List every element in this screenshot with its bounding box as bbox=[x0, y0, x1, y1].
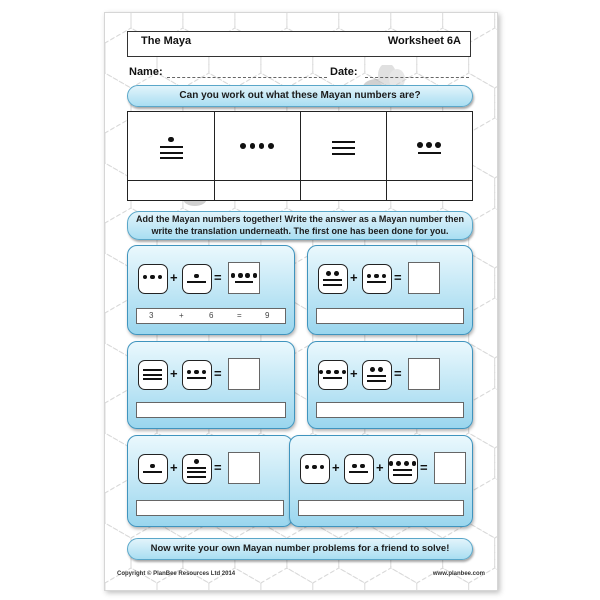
mayan-dot bbox=[150, 275, 155, 280]
mayan-bar bbox=[332, 153, 355, 155]
addition-problem-panel bbox=[127, 245, 295, 335]
website-text: www.planbee.com bbox=[432, 571, 485, 577]
mayan-number-glyph bbox=[362, 360, 392, 390]
mayan-bar bbox=[367, 380, 386, 382]
equals-sign: = bbox=[214, 460, 222, 475]
translation-field[interactable] bbox=[136, 308, 286, 324]
translation-text: 6 bbox=[209, 311, 214, 320]
worksheet-page bbox=[104, 12, 498, 591]
equals-sign: = bbox=[394, 366, 402, 381]
mayan-dot bbox=[382, 274, 387, 279]
mayan-dot bbox=[326, 271, 331, 276]
mayan-dot bbox=[312, 465, 317, 470]
mayan-dot bbox=[253, 273, 258, 278]
addition-problem-panel bbox=[307, 341, 473, 429]
closing-banner: Now write your own Mayan number problems for a friend to solve! bbox=[127, 538, 473, 560]
mayan-bar bbox=[187, 467, 206, 469]
addition-problem-panel bbox=[127, 341, 295, 429]
mayan-dot bbox=[194, 459, 199, 464]
mayan-bar bbox=[143, 374, 162, 376]
instructions-banner bbox=[127, 211, 473, 240]
mayan-bar bbox=[143, 378, 162, 380]
answer-box[interactable] bbox=[434, 452, 466, 484]
addition-problem-panel bbox=[289, 435, 473, 527]
question-banner: Can you work out what these Mayan numbers are? bbox=[127, 85, 473, 107]
mayan-dot bbox=[334, 370, 339, 375]
mayan-dot bbox=[396, 461, 401, 466]
mayan-dot bbox=[370, 367, 375, 372]
mayan-dot bbox=[426, 142, 432, 148]
mayan-number-glyph bbox=[318, 360, 348, 390]
mayan-bar bbox=[143, 369, 162, 371]
mayan-number-glyph bbox=[138, 264, 168, 294]
mayan-dot bbox=[320, 465, 325, 470]
mayan-dot bbox=[202, 370, 207, 375]
answer-cell[interactable] bbox=[300, 181, 386, 200]
mayan-dot bbox=[404, 461, 409, 466]
plus-sign: + bbox=[350, 270, 358, 285]
name-field[interactable] bbox=[167, 77, 327, 78]
plus-sign: + bbox=[170, 460, 178, 475]
mayan-bar bbox=[367, 281, 386, 283]
answer-box[interactable] bbox=[228, 262, 260, 294]
answer-cell[interactable] bbox=[386, 181, 472, 200]
addition-problem-panel bbox=[307, 245, 473, 335]
mayan-dot bbox=[158, 275, 163, 280]
mayan-number-glyph bbox=[182, 264, 212, 294]
mayan-dot bbox=[305, 465, 310, 470]
mayan-dot bbox=[150, 464, 155, 469]
plus-sign: + bbox=[350, 366, 358, 381]
mayan-bar bbox=[393, 474, 412, 476]
mayan-dot bbox=[378, 367, 383, 372]
date-field[interactable] bbox=[365, 77, 469, 78]
answer-box[interactable] bbox=[408, 262, 440, 294]
mayan-dot bbox=[342, 370, 347, 375]
mayan-bar bbox=[160, 157, 183, 159]
mayan-dot bbox=[319, 370, 324, 375]
translation-text: = bbox=[237, 311, 242, 320]
mayan-dot bbox=[268, 143, 274, 149]
identify-numbers-table bbox=[127, 111, 473, 201]
mayan-bar bbox=[160, 146, 183, 148]
mayan-dot bbox=[194, 274, 199, 279]
mayan-dot bbox=[360, 464, 365, 469]
mayan-dot bbox=[417, 142, 423, 148]
mayan-bar bbox=[323, 284, 342, 286]
mayan-bar bbox=[187, 377, 206, 379]
mayan-number-glyph bbox=[138, 454, 168, 484]
translation-text: 9 bbox=[265, 311, 270, 320]
date-label: Date: bbox=[330, 66, 358, 78]
mayan-dot bbox=[334, 271, 339, 276]
plus-sign: + bbox=[170, 270, 178, 285]
translation-field[interactable] bbox=[136, 402, 286, 418]
mayan-number-glyph bbox=[344, 454, 374, 484]
mayan-dot bbox=[352, 464, 357, 469]
mayan-bar bbox=[418, 152, 441, 154]
addition-problem-panel bbox=[127, 435, 293, 527]
mayan-dot bbox=[187, 370, 192, 375]
mayan-dot bbox=[412, 461, 417, 466]
instructions-line-2: write the translation underneath. The first one has been done for you. bbox=[151, 226, 449, 236]
plus-sign: + bbox=[376, 460, 384, 475]
equals-sign: = bbox=[420, 460, 428, 475]
equals-sign: = bbox=[214, 270, 222, 285]
mayan-dot bbox=[374, 274, 379, 279]
mayan-dot bbox=[238, 273, 243, 278]
name-label: Name: bbox=[129, 66, 163, 78]
mayan-dot bbox=[367, 274, 372, 279]
mayan-number-glyph bbox=[362, 264, 392, 294]
translation-field[interactable] bbox=[316, 402, 464, 418]
translation-text: + bbox=[179, 311, 184, 320]
mayan-dot bbox=[194, 370, 199, 375]
mayan-bar bbox=[367, 375, 386, 377]
mayan-bar bbox=[187, 476, 206, 478]
mayan-number-glyph bbox=[300, 454, 330, 484]
worksheet-title: The Maya bbox=[141, 35, 192, 47]
mayan-dot bbox=[231, 273, 236, 278]
translation-text: 3 bbox=[149, 311, 154, 320]
mayan-number-glyph bbox=[182, 454, 212, 484]
answer-box[interactable] bbox=[228, 358, 260, 390]
mayan-bar bbox=[187, 281, 206, 283]
mayan-bar bbox=[349, 471, 368, 473]
translation-field[interactable] bbox=[298, 500, 464, 516]
mayan-bar bbox=[160, 152, 183, 154]
mayan-dot bbox=[389, 461, 394, 466]
mayan-bar bbox=[235, 281, 253, 283]
answer-box[interactable] bbox=[228, 452, 260, 484]
mayan-bar bbox=[332, 147, 355, 149]
mayan-number-glyph bbox=[138, 360, 168, 390]
mayan-number-glyph bbox=[182, 360, 212, 390]
mayan-bar bbox=[393, 469, 412, 471]
mayan-number-glyph bbox=[388, 454, 418, 484]
mayan-number-glyph bbox=[318, 264, 348, 294]
mayan-bar bbox=[323, 279, 342, 281]
mayan-dot bbox=[326, 370, 331, 375]
equals-sign: = bbox=[214, 366, 222, 381]
answer-cell[interactable] bbox=[214, 181, 300, 200]
copyright-text: Copyright © PlanBee Resources Ltd 2014 bbox=[117, 571, 236, 577]
mayan-bar bbox=[187, 471, 206, 473]
instructions-line-1: Add the Mayan numbers together! Write the answer as a Mayan number then bbox=[136, 214, 464, 224]
translation-field[interactable] bbox=[316, 308, 464, 324]
plus-sign: + bbox=[170, 366, 178, 381]
worksheet-number: Worksheet 6A bbox=[387, 35, 461, 47]
answer-box[interactable] bbox=[408, 358, 440, 390]
mayan-bar bbox=[323, 377, 342, 379]
mayan-dot bbox=[143, 275, 148, 280]
mayan-bar bbox=[143, 471, 162, 473]
plus-sign: + bbox=[332, 460, 340, 475]
mayan-dot bbox=[245, 273, 250, 278]
answer-cell[interactable] bbox=[128, 181, 214, 200]
translation-field[interactable] bbox=[136, 500, 284, 516]
equals-sign: = bbox=[394, 270, 402, 285]
mayan-bar bbox=[332, 141, 355, 143]
